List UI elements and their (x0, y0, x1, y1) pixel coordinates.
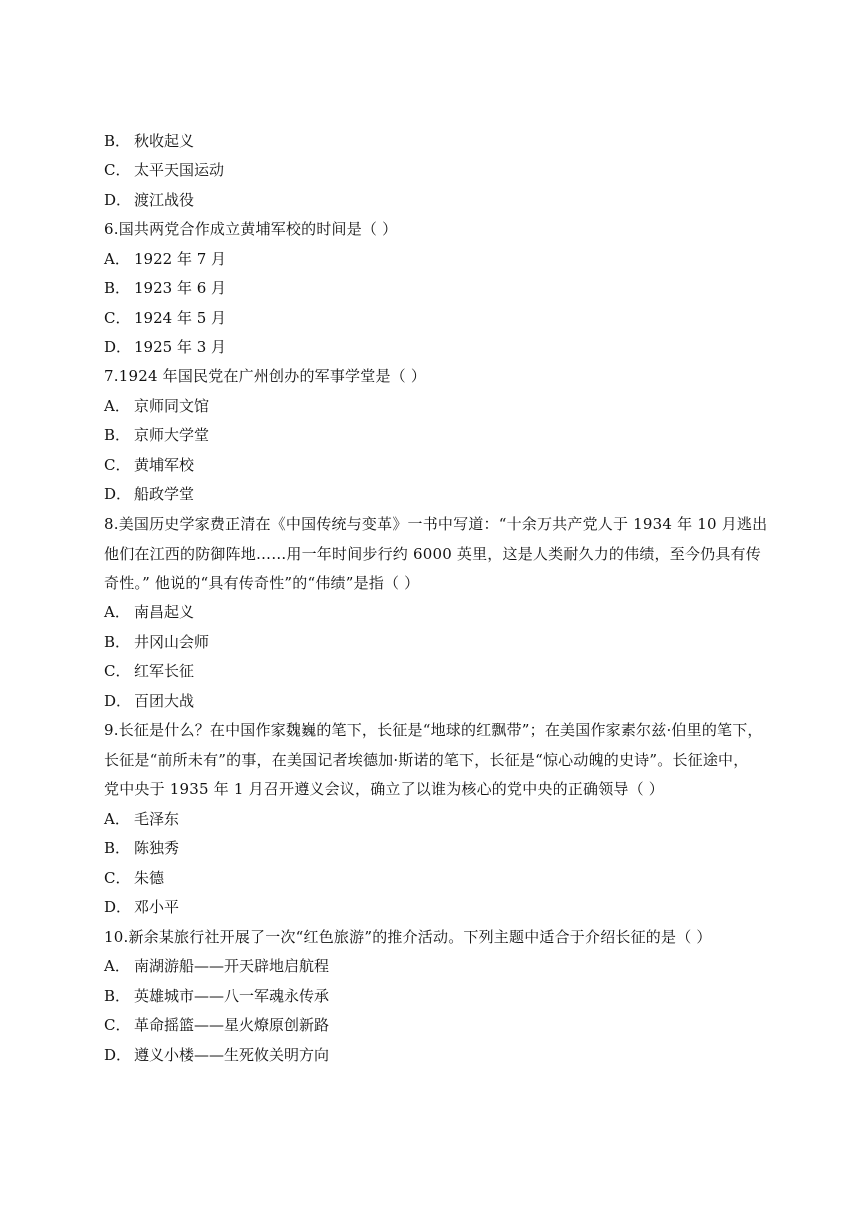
option-a-q8: A． 南昌起义 (104, 603, 195, 621)
option-c-q10: C． 革命摇篮——星火燎原创新路 (104, 1016, 330, 1034)
option-c-q8: C． 红军长征 (104, 662, 195, 680)
question-9-stem-line-1: 9.长征是什么？在中国作家魏巍的笔下，长征是“地球的红飘带”；在美国作家素尔兹·伯里的笔下， (104, 721, 763, 739)
option-b-q7: B． 京师大学堂 (104, 426, 210, 444)
option-a-q10: A． 南湖游船——开天辟地启航程 (104, 957, 330, 975)
option-d-q9: D． 邓小平 (104, 898, 180, 916)
question-10-stem: 10.新余某旅行社开展了一次“红色旅游”的推介活动。下列主题中适合于介绍长征的是（ ） (104, 928, 712, 946)
question-8-stem-line-1: 8.美国历史学家费正清在《中国传统与变革》一书中写道：“十余万共产党人于 1934 年 10 月逃出 (104, 515, 768, 533)
option-c-q9: C． 朱德 (104, 869, 165, 887)
option-a-q6: A． 1922 年 7 月 (104, 250, 227, 268)
question-9-stem-line-3: 党中央于 1935 年 1 月召开遵义会议，确立了以谁为核心的党中央的正确领导（ ） (104, 780, 664, 798)
option-b-q8: B． 井冈山会师 (104, 633, 210, 651)
option-b-q6: B． 1923 年 6 月 (104, 279, 227, 297)
option-a-q7: A． 京师同文馆 (104, 397, 210, 415)
option-a-q9: A． 毛泽东 (104, 810, 180, 828)
question-6-stem: 6.国共两党合作成立黄埔军校的时间是（ ） (104, 220, 398, 238)
option-c-q7: C． 黄埔军校 (104, 456, 195, 474)
question-9-stem-line-2: 长征是“前所未有”的事，在美国记者埃德加·斯诺的笔下，长征是“惊心动魄的史诗”。长征途中， (104, 751, 749, 769)
option-d-q7: D． 船政学堂 (104, 485, 195, 503)
option-b-q9: B． 陈独秀 (104, 839, 180, 857)
option-d-q5: D． 渡江战役 (104, 191, 195, 209)
question-7-stem: 7.1924 年国民党在广州创办的军事学堂是（ ） (104, 367, 427, 385)
option-d-q8: D． 百团大战 (104, 692, 195, 710)
option-b-q5: B． 秋收起义 (104, 132, 195, 150)
option-d-q10: D． 遵义小楼——生死攸关明方向 (104, 1046, 330, 1064)
option-d-q6: D． 1925 年 3 月 (104, 338, 227, 356)
option-c-q5: C． 太平天国运动 (104, 161, 225, 179)
question-8-stem-line-3: 奇性。” 他说的“具有传奇性”的“伟绩”是指（ ） (104, 574, 420, 592)
option-c-q6: C． 1924 年 5 月 (104, 309, 227, 327)
question-8-stem-line-2: 他们在江西的防御阵地……用一年时间步行约 6000 英里，这是人类耐久力的伟绩，至今仍具有传 (104, 545, 761, 563)
option-b-q10: B． 英雄城市——八一军魂永传承 (104, 987, 330, 1005)
